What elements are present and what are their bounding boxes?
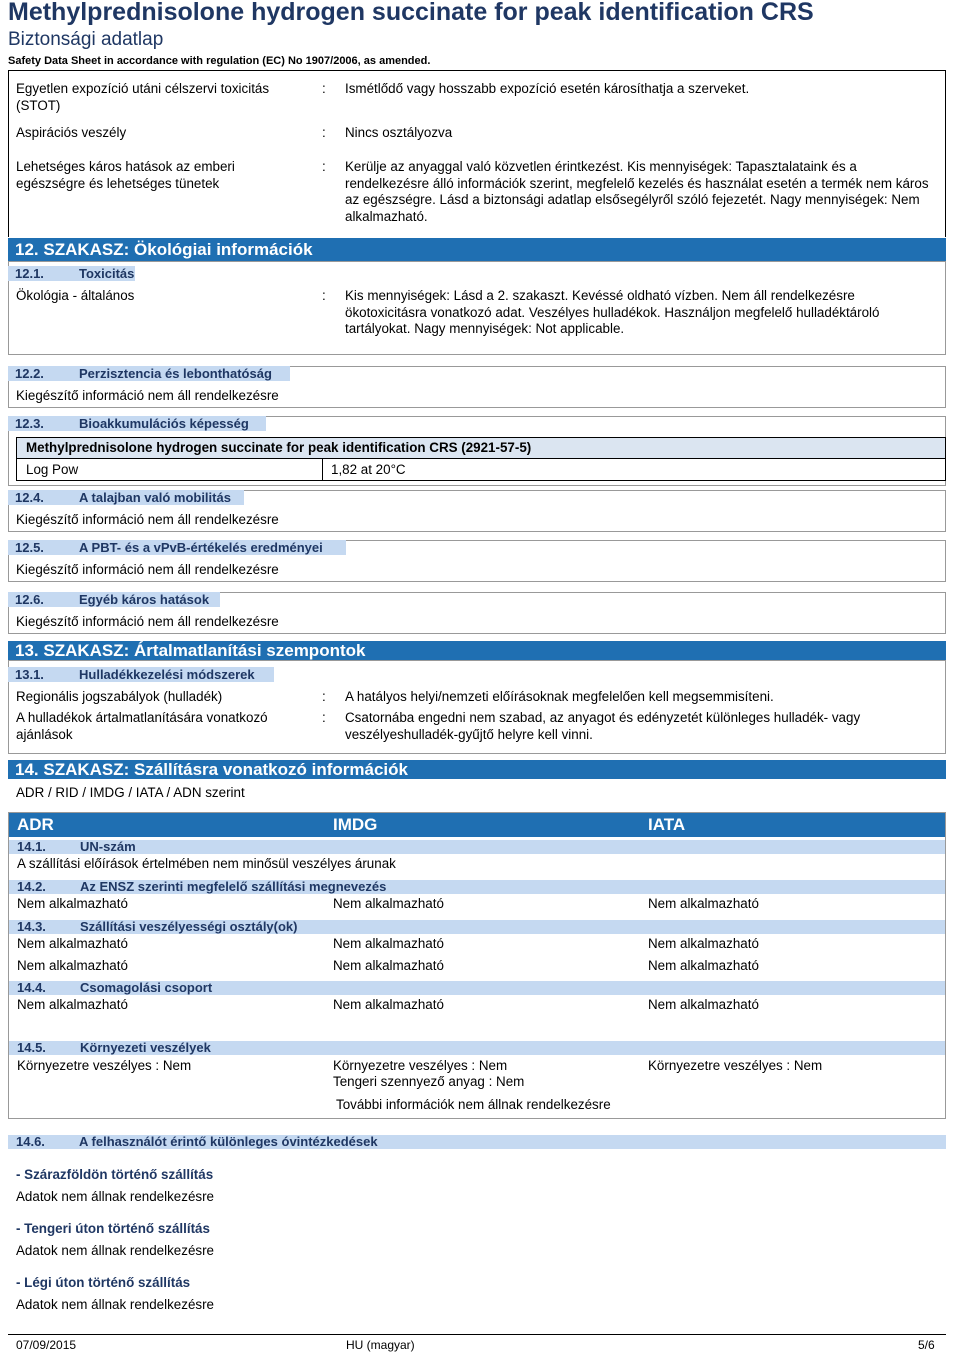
colon: :: [322, 689, 326, 704]
regional-rules-label: Regionális jogszabályok (hulladék): [16, 689, 223, 704]
disposal-recommendations-value: Csatornába engedni nem szabad, az anyagot és edényzetét különleges hulladék- vagy veszélyeshulladék-gyűjtő helyre kell vinni.: [345, 710, 861, 742]
colon: :: [322, 159, 326, 174]
other-effects-text: Kiegészítő információ nem áll rendelkezésre: [16, 614, 279, 629]
table-row: Nem alkalmazható Nem alkalmazható Nem alkalmazható: [17, 958, 759, 973]
subsection-12-6: 12.6. Egyéb káros hatások: [8, 592, 220, 607]
land-transport-heading: - Szárazföldön történő szállítás: [16, 1167, 214, 1182]
subsection-14-4: 14.4. Csomagolási csoport: [9, 981, 945, 995]
table-row: Nem alkalmazható Nem alkalmazható Nem alkalmazható: [17, 997, 759, 1012]
section-14-heading: 14. SZAKASZ: Szállításra vonatkozó információk: [8, 760, 946, 779]
transport-table: [8, 812, 946, 1119]
colon: :: [322, 81, 326, 96]
subsection-14-5: 14.5. Környezeti veszélyek: [9, 1041, 945, 1055]
regulation-note: Safety Data Sheet in accordance with regulation (EC) No 1907/2006, as amended.: [8, 55, 431, 67]
ecology-label: Ökológia - általános: [16, 288, 135, 303]
table-row: [9, 856, 945, 872]
air-transport-text: Adatok nem állnak rendelkezésre: [16, 1297, 214, 1312]
bioaccumulation-table-header: Methylprednisolone hydrogen succinate for peak identification CRS (2921-57-5): [17, 438, 945, 459]
footer-date: 07/09/2015: [16, 1338, 77, 1352]
table-divider: [322, 459, 323, 480]
section-13-heading: 13. SZAKASZ: Ártalmatlanítási szempontok: [8, 641, 946, 660]
regional-rules-value: A hatályos helyi/nemzeti előírásoknak megfelelően kell megsemmisíteni.: [345, 689, 774, 704]
table-row: Nem alkalmazható Nem alkalmazható Nem alkalmazható: [17, 896, 759, 911]
header-rule: [8, 70, 946, 71]
log-pow-label: Log Pow: [26, 462, 79, 477]
subsection-12-4: 12.4. A talajban való mobilitás: [8, 490, 244, 505]
footer-language: HU (magyar): [346, 1338, 415, 1352]
un-number-text: A szállítási előírások értelmében nem minősül veszélyes árunak: [17, 856, 396, 871]
subsection-12-2: 12.2. Perzisztencia és lebonthatóság: [8, 366, 290, 381]
sea-transport-heading: - Tengeri úton történő szállítás: [16, 1221, 210, 1236]
table-row: Tengeri szennyező anyag : Nem: [333, 1074, 525, 1089]
air-transport-heading: - Légi úton történő szállítás: [16, 1275, 191, 1290]
table-row: Nem alkalmazható Nem alkalmazható Nem alkalmazható: [17, 936, 759, 951]
health-effects-label: Lehetséges káros hatások az emberi egészségre és lehetséges tünetek: [16, 159, 235, 191]
sea-transport-text: Adatok nem állnak rendelkezésre: [16, 1243, 214, 1258]
further-info-text: További információk nem állnak rendelkezésre: [336, 1097, 611, 1112]
stot-label: Egyetlen expozíció utáni célszervi toxicitás (STOT): [16, 81, 270, 113]
health-effects-value: Kerülje az anyaggal való közvetlen érintkezést. Kis mennyiségek: Tapasztalataink és a rendelkezésre álló információk szerint, megfelelő kezelés és használat esetén a termék nem káros az egészségre. Lásd a biztonsági adatlap elsősegélyről szóló fejezetét. Nagy mennyiségek: Nem alkalmazható.: [345, 159, 929, 224]
column-adr: ADR: [17, 815, 54, 834]
ecology-value: Kis mennyiségek: Lásd a 2. szakaszt. Kevéssé oldható vízben. Nem áll rendelkezésre ökotoxicitásra vonatkozó adat. Veszélyes hulladékok. Használjon megfelelő hulladéktároló tartályokat. Nagy mennyiségek: Not applicable.: [345, 288, 880, 336]
subsection-14-1: 14.1. UN-szám: [9, 840, 945, 854]
column-imdg: IMDG: [333, 815, 378, 834]
stot-value: Ismétlődő vagy hosszabb expozíció esetén károsíthatja a szerveket.: [345, 81, 750, 96]
subsection-12-1: 12.1. Toxicitás: [8, 266, 135, 281]
aspiration-value: Nincs osztályozva: [345, 125, 453, 140]
table-row: [9, 1097, 945, 1113]
disposal-recommendations-label: A hulladékok ártalmatlanítására vonatkozó ajánlások: [16, 710, 268, 742]
persistence-text: Kiegészítő információ nem áll rendelkezésre: [16, 388, 279, 403]
section-12-heading: 12. SZAKASZ: Ökológiai információk: [8, 238, 946, 261]
subsection-13-1: 13.1. Hulladékkezelési módszerek: [8, 667, 274, 682]
bioaccumulation-table: [16, 437, 946, 481]
log-pow-value: 1,82 at 20°C: [331, 462, 406, 477]
subsection-14-6: 14.6. A felhasználót érintő különleges óvintézkedések: [8, 1135, 946, 1149]
transport-table-header: [9, 813, 945, 837]
document-title: Methylprednisolone hydrogen succinate for peak identification CRS: [8, 0, 814, 26]
pbt-text: Kiegészítő információ nem áll rendelkezésre: [16, 562, 279, 577]
footer-rule: [8, 1334, 946, 1335]
frame-left: [8, 70, 9, 237]
colon: :: [322, 710, 326, 725]
land-transport-text: Adatok nem állnak rendelkezésre: [16, 1189, 214, 1204]
footer-page-number: 5/6: [918, 1338, 935, 1352]
subsection-14-3: 14.3. Szállítási veszélyességi osztály(ok): [9, 920, 945, 934]
subsection-14-2: 14.2. Az ENSZ szerinti megfelelő szállítási megnevezés: [9, 880, 945, 894]
subsection-12-5: 12.5. A PBT- és a vPvB-értékelés eredményei: [8, 540, 346, 555]
document-subtitle: Biztonsági adatlap: [8, 29, 164, 50]
colon: :: [322, 288, 326, 303]
transport-intro: ADR / RID / IMDG / IATA / ADN szerint: [16, 785, 245, 800]
mobility-text: Kiegészítő információ nem áll rendelkezésre: [16, 512, 279, 527]
colon: :: [322, 125, 326, 140]
frame-right: [945, 70, 946, 237]
table-row: Környezetre veszélyes : Nem Környezetre veszélyes : Nem Környezetre veszélyes : Nem: [17, 1058, 823, 1073]
column-iata: IATA: [648, 815, 686, 834]
subsection-12-3: 12.3. Bioakkumulációs képesség: [8, 416, 266, 431]
aspiration-label: Aspirációs veszély: [16, 125, 127, 140]
